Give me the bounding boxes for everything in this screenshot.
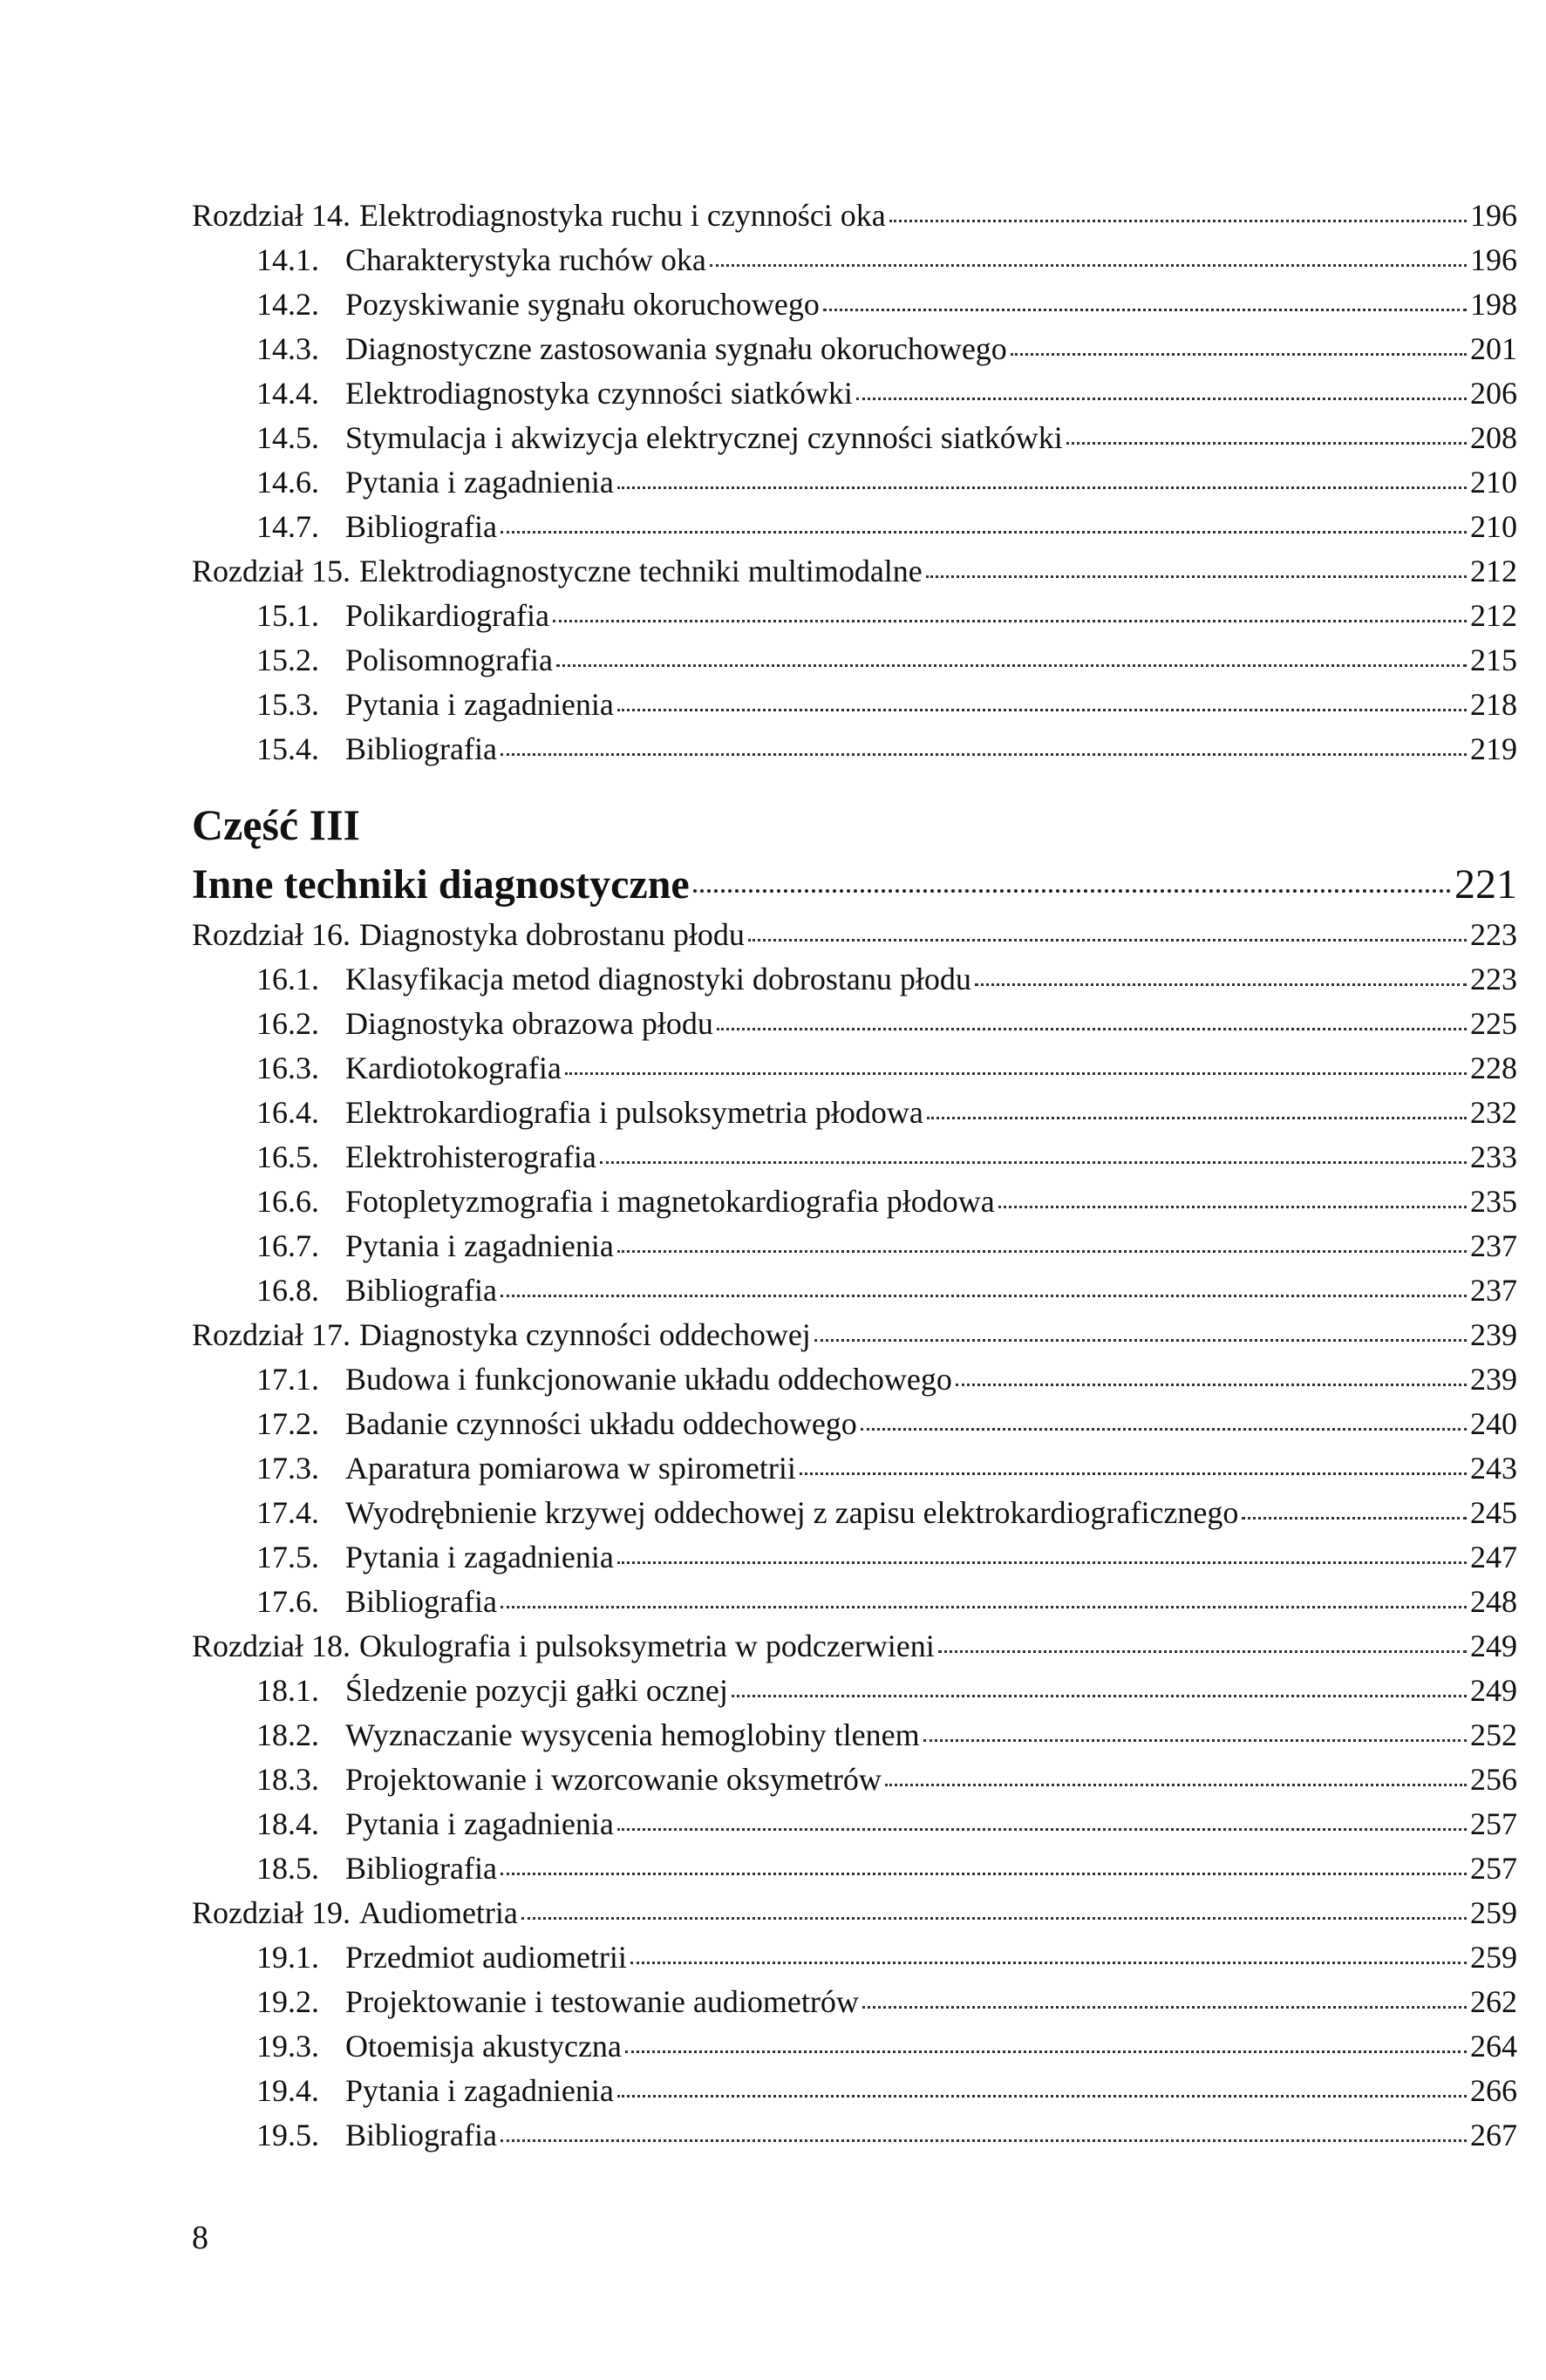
- toc-section-entry: [192, 327, 1517, 371]
- dot-leader: [956, 1384, 1467, 1386]
- entry-page-number: 264: [1470, 2029, 1517, 2064]
- entry-number: 14.3.: [256, 331, 319, 366]
- entry-title: Projektowanie i wzorcowanie oksymetrów: [345, 1762, 882, 1797]
- toc-chapter-entry: [192, 1624, 1517, 1669]
- entry-number: 14.1.: [256, 242, 319, 277]
- entry-number: 16.1.: [256, 962, 319, 996]
- entry-page-number: 208: [1470, 420, 1517, 455]
- toc-section-entry: [192, 1002, 1517, 1046]
- entry-number: 14.6.: [256, 465, 319, 500]
- entry-number: 19.2.: [256, 1984, 319, 2019]
- toc-section-entry: [192, 1046, 1517, 1091]
- dot-leader: [856, 398, 1467, 400]
- entry-page-number: 257: [1470, 1851, 1517, 1886]
- toc-section-entry: [192, 416, 1517, 460]
- entry-number: 17.6.: [256, 1584, 319, 1619]
- entry-page-number: 240: [1470, 1406, 1517, 1441]
- entry-title: Elektrohisterografia: [345, 1139, 596, 1174]
- dot-leader: [630, 1962, 1467, 1964]
- entry-title: Aparatura pomiarowa w spirometrii: [345, 1451, 796, 1486]
- entry-title: Fotopletyzmografia i magnetokardiografia płodowa: [345, 1184, 995, 1219]
- entry-page-number: 256: [1470, 1762, 1517, 1797]
- entry-number: 15.1.: [256, 598, 319, 633]
- entry-title: Pytania i zagadnienia: [345, 1806, 614, 1841]
- dot-leader: [923, 1739, 1467, 1742]
- entry-page-number: 249: [1470, 1673, 1517, 1708]
- entry-title: Projektowanie i testowanie audiometrów: [345, 1984, 859, 2019]
- toc-section-entry: [192, 1846, 1517, 1891]
- entry-number: 15.2.: [256, 643, 319, 677]
- entry-title: Audiometria: [358, 1895, 518, 1930]
- dot-leader: [889, 220, 1467, 222]
- toc-section-entry: [192, 1357, 1517, 1402]
- entry-page-number: 218: [1470, 687, 1517, 722]
- entry-title: Diagnostyczne zastosowania sygnału okoruchowego: [345, 331, 1007, 366]
- entry-number: 14.7.: [256, 509, 319, 544]
- dot-leader: [861, 1428, 1467, 1431]
- dot-leader: [501, 1606, 1467, 1608]
- entry-title: Polisomnografia: [345, 643, 553, 677]
- toc-section-entry: [192, 1135, 1517, 1180]
- toc-section-entry: [192, 505, 1517, 549]
- toc-chapter-entry: [192, 913, 1517, 957]
- dot-leader: [501, 1873, 1467, 1875]
- entry-page-number: 223: [1470, 962, 1517, 996]
- dot-leader: [927, 1117, 1467, 1119]
- dot-leader: [732, 1695, 1467, 1697]
- entry-page-number: 237: [1470, 1273, 1517, 1308]
- entry-number: 19.5.: [256, 2118, 319, 2152]
- entry-number: 16.8.: [256, 1273, 319, 1308]
- toc-section-entry: [192, 594, 1517, 638]
- entry-number: 18.3.: [256, 1762, 319, 1797]
- entry-number: Rozdział 17.: [192, 1317, 351, 1352]
- dot-leader: [717, 1028, 1467, 1030]
- dot-leader: [625, 2050, 1467, 2053]
- toc-chapter-entry: [192, 1891, 1517, 1935]
- entry-page-number: 223: [1470, 917, 1517, 952]
- entry-page-number: 232: [1470, 1095, 1517, 1130]
- part-label: Część III: [192, 800, 361, 849]
- entry-page-number: 239: [1470, 1362, 1517, 1397]
- entry-number: 14.2.: [256, 287, 319, 322]
- entry-title: Przedmiot audiometrii: [345, 1940, 627, 1975]
- page-number: 8: [192, 2220, 208, 2256]
- toc-section-entry: [192, 2113, 1517, 2158]
- entry-page-number: 212: [1470, 554, 1517, 588]
- entry-title: Badanie czynności układu oddechowego: [345, 1406, 857, 1441]
- toc-section-entry: [192, 1491, 1517, 1535]
- dot-leader: [823, 309, 1467, 311]
- entry-page-number: 267: [1470, 2118, 1517, 2152]
- entry-number: 14.5.: [256, 420, 319, 455]
- entry-page-number: 249: [1470, 1629, 1517, 1663]
- entry-title: Diagnostyka obrazowa płodu: [345, 1006, 713, 1041]
- toc-section-entry: [192, 1669, 1517, 1713]
- entry-title: Śledzenie pozycji gałki ocznej: [345, 1673, 728, 1708]
- entry-title: Bibliografia: [345, 2118, 497, 2152]
- dot-leader: [693, 889, 1451, 893]
- entry-title: Klasyfikacja metod diagnostyki dobrostanu płodu: [345, 962, 971, 996]
- entry-page-number: 245: [1470, 1495, 1517, 1530]
- toc-section-entry: [192, 238, 1517, 282]
- entry-number: 16.6.: [256, 1184, 319, 1219]
- entry-title: Wyznaczanie wysycenia hemoglobiny tlenem: [345, 1717, 920, 1752]
- entry-number: 19.3.: [256, 2029, 319, 2064]
- entry-number: 19.4.: [256, 2073, 319, 2108]
- dot-leader: [565, 1072, 1467, 1075]
- entry-title: Charakterystyka ruchów oka: [345, 242, 706, 277]
- dot-leader: [617, 709, 1467, 711]
- entry-page-number: 206: [1470, 376, 1517, 411]
- toc-section-entry: [192, 460, 1517, 505]
- entry-title: Elektrodiagnostyka czynności siatkówki: [345, 376, 853, 411]
- table-of-contents: [192, 194, 1517, 2158]
- toc-section-entry: [192, 2024, 1517, 2069]
- entry-number: 15.4.: [256, 731, 319, 766]
- dot-leader: [521, 1917, 1467, 1920]
- toc-section-entry: [192, 1758, 1517, 1802]
- toc-chapter-entry: [192, 194, 1517, 238]
- entry-number: 17.3.: [256, 1451, 319, 1486]
- toc-chapter-entry: [192, 549, 1517, 594]
- entry-number: 16.2.: [256, 1006, 319, 1041]
- dot-leader: [617, 1828, 1467, 1831]
- entry-number: 17.5.: [256, 1540, 319, 1574]
- entry-page-number: 257: [1470, 1806, 1517, 1841]
- entry-title: Budowa i funkcjonowanie układu oddechowego: [345, 1362, 952, 1397]
- dot-leader: [617, 486, 1467, 489]
- entry-page-number: 210: [1470, 509, 1517, 544]
- toc-section-entry: [192, 1268, 1517, 1313]
- entry-title: Bibliografia: [345, 509, 497, 544]
- entry-title: Elektrokardiografia i pulsoksymetria płodowa: [345, 1095, 923, 1130]
- entry-title: Kardiotokografia: [345, 1051, 562, 1085]
- entry-page-number: 225: [1470, 1006, 1517, 1041]
- toc-section-entry: [192, 1402, 1517, 1446]
- entry-title: Pytania i zagadnienia: [345, 687, 614, 722]
- dot-leader: [998, 1206, 1467, 1208]
- entry-page-number: 196: [1470, 242, 1517, 277]
- entry-title: Bibliografia: [345, 1584, 497, 1619]
- dot-leader: [1242, 1517, 1467, 1520]
- entry-page-number: 212: [1470, 598, 1517, 633]
- entry-number: 16.4.: [256, 1095, 319, 1130]
- entry-number: 17.2.: [256, 1406, 319, 1441]
- entry-number: Rozdział 19.: [192, 1895, 351, 1930]
- entry-number: Rozdział 15.: [192, 554, 351, 588]
- entry-page-number: 239: [1470, 1317, 1517, 1352]
- entry-page-number: 196: [1470, 198, 1517, 233]
- toc-group-part2-tail: [192, 194, 1517, 772]
- entry-title: Pytania i zagadnienia: [345, 465, 614, 500]
- dot-leader: [501, 1295, 1467, 1297]
- entry-number: 18.2.: [256, 1717, 319, 1752]
- dot-leader: [710, 264, 1467, 267]
- entry-number: 16.5.: [256, 1139, 319, 1174]
- entry-number: Rozdział 14.: [192, 198, 351, 233]
- toc-section-entry: [192, 1580, 1517, 1624]
- dot-leader: [501, 753, 1467, 756]
- entry-page-number: 247: [1470, 1540, 1517, 1574]
- entry-title: Bibliografia: [345, 1851, 497, 1886]
- entry-page-number: 215: [1470, 643, 1517, 677]
- entry-title: Diagnostyka dobrostanu płodu: [358, 917, 745, 952]
- entry-title: Elektrodiagnostyka ruchu i czynności oka: [358, 198, 886, 233]
- dot-leader: [885, 1784, 1467, 1786]
- entry-number: 19.1.: [256, 1940, 319, 1975]
- toc-section-entry: [192, 1535, 1517, 1580]
- entry-title: Otoemisja akustyczna: [345, 2029, 622, 2064]
- entry-title: Bibliografia: [345, 1273, 497, 1308]
- entry-number: 18.4.: [256, 1806, 319, 1841]
- entry-page-number: 248: [1470, 1584, 1517, 1619]
- toc-section-entry: [192, 638, 1517, 683]
- toc-section-entry: [192, 1980, 1517, 2024]
- entry-title: Pytania i zagadnienia: [345, 1228, 614, 1263]
- dot-leader: [800, 1472, 1467, 1475]
- entry-title: Stymulacja i akwizycja elektrycznej czynności siatkówki: [345, 420, 1063, 455]
- entry-title: Polikardiografia: [345, 598, 549, 633]
- entry-page-number: 210: [1470, 465, 1517, 500]
- entry-number: Rozdział 18.: [192, 1629, 351, 1663]
- part-heading: [192, 857, 1517, 913]
- dot-leader: [617, 1561, 1467, 1564]
- entry-number: 15.3.: [256, 687, 319, 722]
- entry-page-number: 228: [1470, 1051, 1517, 1085]
- toc-section-entry: [192, 371, 1517, 416]
- toc-section-entry: [192, 1091, 1517, 1135]
- entry-title: Pozyskiwanie sygnału okoruchowego: [345, 287, 820, 322]
- dot-leader: [1066, 442, 1467, 445]
- entry-title: Pytania i zagadnienia: [345, 2073, 614, 2108]
- toc-section-entry: [192, 1180, 1517, 1224]
- entry-number: 16.7.: [256, 1228, 319, 1263]
- dot-leader: [938, 1650, 1467, 1653]
- entry-title: Pytania i zagadnienia: [345, 1540, 614, 1574]
- dot-leader: [975, 983, 1467, 986]
- toc-section-entry: [192, 1935, 1517, 1980]
- entry-page-number: 219: [1470, 731, 1517, 766]
- toc-section-entry: [192, 957, 1517, 1002]
- toc-group-part3: [192, 913, 1517, 2158]
- entry-number: Rozdział 16.: [192, 917, 351, 952]
- toc-section-entry: [192, 282, 1517, 327]
- dot-leader: [600, 1161, 1467, 1164]
- entry-number: 16.3.: [256, 1051, 319, 1085]
- entry-number: 18.5.: [256, 1851, 319, 1886]
- dot-leader: [1011, 353, 1467, 356]
- entry-page-number: 243: [1470, 1451, 1517, 1486]
- toc-section-entry: [192, 1713, 1517, 1758]
- dot-leader: [556, 664, 1467, 667]
- toc-section-entry: [192, 1446, 1517, 1491]
- toc-section-entry: [192, 1802, 1517, 1846]
- toc-section-entry: [192, 1224, 1517, 1268]
- entry-title: Elektrodiagnostyczne techniki multimodalne: [358, 554, 923, 588]
- entry-title: Bibliografia: [345, 731, 497, 766]
- entry-title: Wyodrębnienie krzywej oddechowej z zapisu elektrokardiograficznego: [345, 1495, 1239, 1530]
- dot-leader: [748, 939, 1467, 942]
- entry-page-number: 259: [1470, 1940, 1517, 1975]
- dot-leader: [926, 575, 1467, 578]
- entry-page-number: 259: [1470, 1895, 1517, 1930]
- entry-page-number: 235: [1470, 1184, 1517, 1219]
- entry-title: Okulografia i pulsoksymetria w podczerwieni: [358, 1629, 935, 1663]
- entry-number: 17.4.: [256, 1495, 319, 1530]
- entry-number: 14.4.: [256, 376, 319, 411]
- entry-page-number: 252: [1470, 1717, 1517, 1752]
- entry-page-number: 201: [1470, 331, 1517, 366]
- dot-leader: [501, 531, 1467, 534]
- dot-leader: [862, 2006, 1467, 2009]
- toc-section-entry: [192, 727, 1517, 772]
- dot-leader: [617, 1250, 1467, 1253]
- part-title: Inne techniki diagnostyczne: [192, 861, 690, 908]
- entry-number: 18.1.: [256, 1673, 319, 1708]
- toc-section-entry: [192, 2069, 1517, 2113]
- entry-page-number: 262: [1470, 1984, 1517, 2019]
- entry-page-number: 198: [1470, 287, 1517, 322]
- toc-chapter-entry: [192, 1313, 1517, 1357]
- part-page-number: 221: [1454, 861, 1517, 908]
- dot-leader: [814, 1339, 1467, 1342]
- entry-number: 17.1.: [256, 1362, 319, 1397]
- dot-leader: [501, 2139, 1467, 2142]
- toc-section-entry: [192, 683, 1517, 727]
- entry-title: Diagnostyka czynności oddechowej: [358, 1317, 811, 1352]
- dot-leader: [553, 620, 1467, 622]
- dot-leader: [617, 2095, 1467, 2098]
- entry-page-number: 233: [1470, 1139, 1517, 1174]
- entry-page-number: 266: [1470, 2073, 1517, 2108]
- entry-page-number: 237: [1470, 1228, 1517, 1263]
